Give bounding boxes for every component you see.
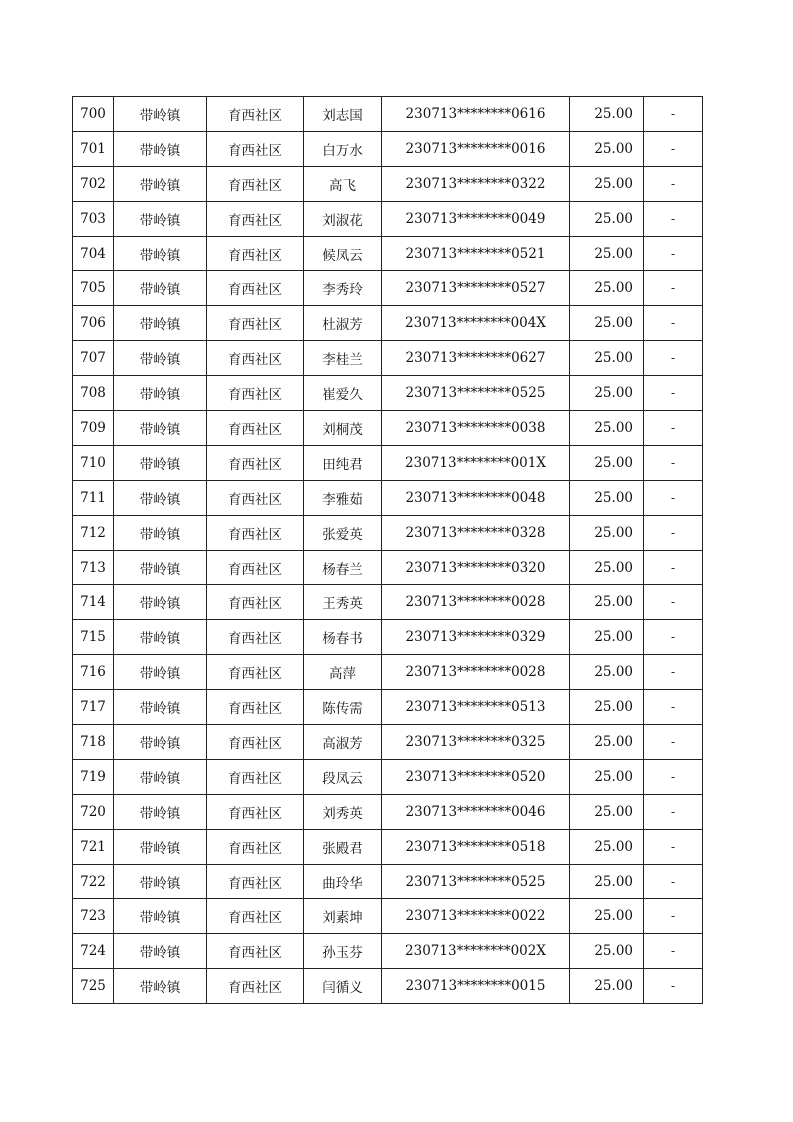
town-cell: 带岭镇 xyxy=(114,725,207,760)
amount-cell: 25.00 xyxy=(570,550,644,585)
name-cell: 刘秀英 xyxy=(304,794,382,829)
name-cell: 刘志国 xyxy=(304,97,382,132)
amount-cell: 25.00 xyxy=(570,376,644,411)
town-cell: 带岭镇 xyxy=(114,271,207,306)
community-cell: 育西社区 xyxy=(207,550,304,585)
town-cell: 带岭镇 xyxy=(114,690,207,725)
name-cell: 段凤云 xyxy=(304,759,382,794)
community-cell: 育西社区 xyxy=(207,166,304,201)
table-row xyxy=(73,480,703,515)
community-cell: 育西社区 xyxy=(207,829,304,864)
amount-cell: 25.00 xyxy=(570,620,644,655)
remark-cell: - xyxy=(644,341,703,376)
amount-cell: 25.00 xyxy=(570,899,644,934)
amount-cell: 25.00 xyxy=(570,655,644,690)
id-number-cell: 230713********004X xyxy=(382,306,570,341)
table-row xyxy=(73,271,703,306)
town-cell: 带岭镇 xyxy=(114,759,207,794)
remark-cell: - xyxy=(644,166,703,201)
name-cell: 田纯君 xyxy=(304,445,382,480)
table-row xyxy=(73,864,703,899)
seq-cell: 701 xyxy=(73,131,114,166)
table-row xyxy=(73,445,703,480)
name-cell: 高淑芳 xyxy=(304,725,382,760)
name-cell: 张殿君 xyxy=(304,829,382,864)
name-cell: 高萍 xyxy=(304,655,382,690)
name-cell: 杨春兰 xyxy=(304,550,382,585)
id-number-cell: 230713********001X xyxy=(382,445,570,480)
seq-cell: 706 xyxy=(73,306,114,341)
community-cell: 育西社区 xyxy=(207,690,304,725)
town-cell: 带岭镇 xyxy=(114,899,207,934)
community-cell: 育西社区 xyxy=(207,201,304,236)
id-number-cell: 230713********0513 xyxy=(382,690,570,725)
table-row xyxy=(73,550,703,585)
amount-cell: 25.00 xyxy=(570,829,644,864)
community-cell: 育西社区 xyxy=(207,655,304,690)
seq-cell: 717 xyxy=(73,690,114,725)
id-number-cell: 230713********0616 xyxy=(382,97,570,132)
town-cell: 带岭镇 xyxy=(114,411,207,446)
table-row xyxy=(73,899,703,934)
table-row xyxy=(73,620,703,655)
remark-cell: - xyxy=(644,620,703,655)
community-cell: 育西社区 xyxy=(207,759,304,794)
town-cell: 带岭镇 xyxy=(114,445,207,480)
table-row xyxy=(73,131,703,166)
seq-cell: 703 xyxy=(73,201,114,236)
name-cell: 刘素坤 xyxy=(304,899,382,934)
town-cell: 带岭镇 xyxy=(114,236,207,271)
town-cell: 带岭镇 xyxy=(114,376,207,411)
community-cell: 育西社区 xyxy=(207,794,304,829)
seq-cell: 722 xyxy=(73,864,114,899)
amount-cell: 25.00 xyxy=(570,969,644,1004)
community-cell: 育西社区 xyxy=(207,445,304,480)
amount-cell: 25.00 xyxy=(570,236,644,271)
amount-cell: 25.00 xyxy=(570,934,644,969)
community-cell: 育西社区 xyxy=(207,271,304,306)
id-number-cell: 230713********0022 xyxy=(382,899,570,934)
seq-cell: 723 xyxy=(73,899,114,934)
community-cell: 育西社区 xyxy=(207,306,304,341)
remark-cell: - xyxy=(644,794,703,829)
remark-cell: - xyxy=(644,655,703,690)
id-number-cell: 230713********0015 xyxy=(382,969,570,1004)
community-cell: 育西社区 xyxy=(207,97,304,132)
seq-cell: 704 xyxy=(73,236,114,271)
table-row xyxy=(73,341,703,376)
amount-cell: 25.00 xyxy=(570,445,644,480)
seq-cell: 708 xyxy=(73,376,114,411)
seq-cell: 724 xyxy=(73,934,114,969)
town-cell: 带岭镇 xyxy=(114,131,207,166)
community-cell: 育西社区 xyxy=(207,585,304,620)
table-row xyxy=(73,376,703,411)
remark-cell: - xyxy=(644,829,703,864)
town-cell: 带岭镇 xyxy=(114,480,207,515)
seq-cell: 712 xyxy=(73,515,114,550)
amount-cell: 25.00 xyxy=(570,585,644,620)
remark-cell: - xyxy=(644,271,703,306)
name-cell: 李雅茹 xyxy=(304,480,382,515)
amount-cell: 25.00 xyxy=(570,201,644,236)
amount-cell: 25.00 xyxy=(570,166,644,201)
id-number-cell: 230713********0048 xyxy=(382,480,570,515)
remark-cell: - xyxy=(644,969,703,1004)
seq-cell: 707 xyxy=(73,341,114,376)
community-cell: 育西社区 xyxy=(207,376,304,411)
town-cell: 带岭镇 xyxy=(114,969,207,1004)
seq-cell: 713 xyxy=(73,550,114,585)
table-row xyxy=(73,794,703,829)
town-cell: 带岭镇 xyxy=(114,550,207,585)
community-cell: 育西社区 xyxy=(207,480,304,515)
community-cell: 育西社区 xyxy=(207,934,304,969)
id-number-cell: 230713********0028 xyxy=(382,585,570,620)
community-cell: 育西社区 xyxy=(207,131,304,166)
town-cell: 带岭镇 xyxy=(114,341,207,376)
id-number-cell: 230713********0046 xyxy=(382,794,570,829)
table-row xyxy=(73,759,703,794)
table-row xyxy=(73,655,703,690)
name-cell: 高飞 xyxy=(304,166,382,201)
table-row xyxy=(73,969,703,1004)
remark-cell: - xyxy=(644,759,703,794)
town-cell: 带岭镇 xyxy=(114,829,207,864)
table-row xyxy=(73,201,703,236)
table-row xyxy=(73,515,703,550)
seq-cell: 711 xyxy=(73,480,114,515)
town-cell: 带岭镇 xyxy=(114,97,207,132)
name-cell: 刘桐茂 xyxy=(304,411,382,446)
community-cell: 育西社区 xyxy=(207,411,304,446)
remark-cell: - xyxy=(644,445,703,480)
community-cell: 育西社区 xyxy=(207,236,304,271)
seq-cell: 721 xyxy=(73,829,114,864)
name-cell: 李桂兰 xyxy=(304,341,382,376)
id-number-cell: 230713********0320 xyxy=(382,550,570,585)
town-cell: 带岭镇 xyxy=(114,655,207,690)
community-cell: 育西社区 xyxy=(207,515,304,550)
seq-cell: 725 xyxy=(73,969,114,1004)
town-cell: 带岭镇 xyxy=(114,201,207,236)
remark-cell: - xyxy=(644,201,703,236)
amount-cell: 25.00 xyxy=(570,131,644,166)
community-cell: 育西社区 xyxy=(207,620,304,655)
id-number-cell: 230713********0322 xyxy=(382,166,570,201)
remark-cell: - xyxy=(644,131,703,166)
town-cell: 带岭镇 xyxy=(114,515,207,550)
seq-cell: 716 xyxy=(73,655,114,690)
name-cell: 刘淑花 xyxy=(304,201,382,236)
seq-cell: 700 xyxy=(73,97,114,132)
table-row xyxy=(73,97,703,132)
id-number-cell: 230713********0325 xyxy=(382,725,570,760)
community-cell: 育西社区 xyxy=(207,969,304,1004)
name-cell: 曲玲华 xyxy=(304,864,382,899)
table-row xyxy=(73,236,703,271)
table-row xyxy=(73,934,703,969)
community-cell: 育西社区 xyxy=(207,725,304,760)
id-number-cell: 230713********0527 xyxy=(382,271,570,306)
remark-cell: - xyxy=(644,411,703,446)
id-number-cell: 230713********0049 xyxy=(382,201,570,236)
seq-cell: 719 xyxy=(73,759,114,794)
remark-cell: - xyxy=(644,899,703,934)
town-cell: 带岭镇 xyxy=(114,306,207,341)
amount-cell: 25.00 xyxy=(570,864,644,899)
remark-cell: - xyxy=(644,515,703,550)
amount-cell: 25.00 xyxy=(570,97,644,132)
amount-cell: 25.00 xyxy=(570,341,644,376)
remark-cell: - xyxy=(644,480,703,515)
remark-cell: - xyxy=(644,690,703,725)
id-number-cell: 230713********0521 xyxy=(382,236,570,271)
name-cell: 杜淑芳 xyxy=(304,306,382,341)
town-cell: 带岭镇 xyxy=(114,166,207,201)
amount-cell: 25.00 xyxy=(570,759,644,794)
table-body xyxy=(73,97,703,1004)
remark-cell: - xyxy=(644,306,703,341)
seq-cell: 702 xyxy=(73,166,114,201)
community-cell: 育西社区 xyxy=(207,864,304,899)
name-cell: 崔爱久 xyxy=(304,376,382,411)
community-cell: 育西社区 xyxy=(207,899,304,934)
amount-cell: 25.00 xyxy=(570,306,644,341)
table-row xyxy=(73,585,703,620)
table-row xyxy=(73,166,703,201)
town-cell: 带岭镇 xyxy=(114,934,207,969)
remark-cell: - xyxy=(644,934,703,969)
seq-cell: 714 xyxy=(73,585,114,620)
name-cell: 闫循义 xyxy=(304,969,382,1004)
id-number-cell: 230713********0627 xyxy=(382,341,570,376)
name-cell: 李秀玲 xyxy=(304,271,382,306)
seq-cell: 710 xyxy=(73,445,114,480)
seq-cell: 709 xyxy=(73,411,114,446)
amount-cell: 25.00 xyxy=(570,690,644,725)
amount-cell: 25.00 xyxy=(570,725,644,760)
remark-cell: - xyxy=(644,236,703,271)
seq-cell: 715 xyxy=(73,620,114,655)
amount-cell: 25.00 xyxy=(570,411,644,446)
seq-cell: 718 xyxy=(73,725,114,760)
town-cell: 带岭镇 xyxy=(114,794,207,829)
name-cell: 张爱英 xyxy=(304,515,382,550)
id-number-cell: 230713********0329 xyxy=(382,620,570,655)
remark-cell: - xyxy=(644,97,703,132)
amount-cell: 25.00 xyxy=(570,794,644,829)
town-cell: 带岭镇 xyxy=(114,620,207,655)
remark-cell: - xyxy=(644,550,703,585)
town-cell: 带岭镇 xyxy=(114,585,207,620)
table-row xyxy=(73,411,703,446)
name-cell: 候凤云 xyxy=(304,236,382,271)
amount-cell: 25.00 xyxy=(570,515,644,550)
id-number-cell: 230713********0328 xyxy=(382,515,570,550)
name-cell: 孙玉芬 xyxy=(304,934,382,969)
table-row xyxy=(73,690,703,725)
remark-cell: - xyxy=(644,376,703,411)
seq-cell: 720 xyxy=(73,794,114,829)
table-row xyxy=(73,829,703,864)
name-cell: 杨春书 xyxy=(304,620,382,655)
amount-cell: 25.00 xyxy=(570,271,644,306)
town-cell: 带岭镇 xyxy=(114,864,207,899)
remark-cell: - xyxy=(644,864,703,899)
id-number-cell: 230713********0520 xyxy=(382,759,570,794)
subsidy-table xyxy=(72,96,703,1004)
id-number-cell: 230713********002X xyxy=(382,934,570,969)
id-number-cell: 230713********0525 xyxy=(382,376,570,411)
remark-cell: - xyxy=(644,585,703,620)
id-number-cell: 230713********0028 xyxy=(382,655,570,690)
table-row xyxy=(73,306,703,341)
table-row xyxy=(73,725,703,760)
id-number-cell: 230713********0016 xyxy=(382,131,570,166)
name-cell: 白万水 xyxy=(304,131,382,166)
name-cell: 陈传需 xyxy=(304,690,382,725)
community-cell: 育西社区 xyxy=(207,341,304,376)
id-number-cell: 230713********0518 xyxy=(382,829,570,864)
id-number-cell: 230713********0038 xyxy=(382,411,570,446)
name-cell: 王秀英 xyxy=(304,585,382,620)
amount-cell: 25.00 xyxy=(570,480,644,515)
id-number-cell: 230713********0525 xyxy=(382,864,570,899)
remark-cell: - xyxy=(644,725,703,760)
seq-cell: 705 xyxy=(73,271,114,306)
